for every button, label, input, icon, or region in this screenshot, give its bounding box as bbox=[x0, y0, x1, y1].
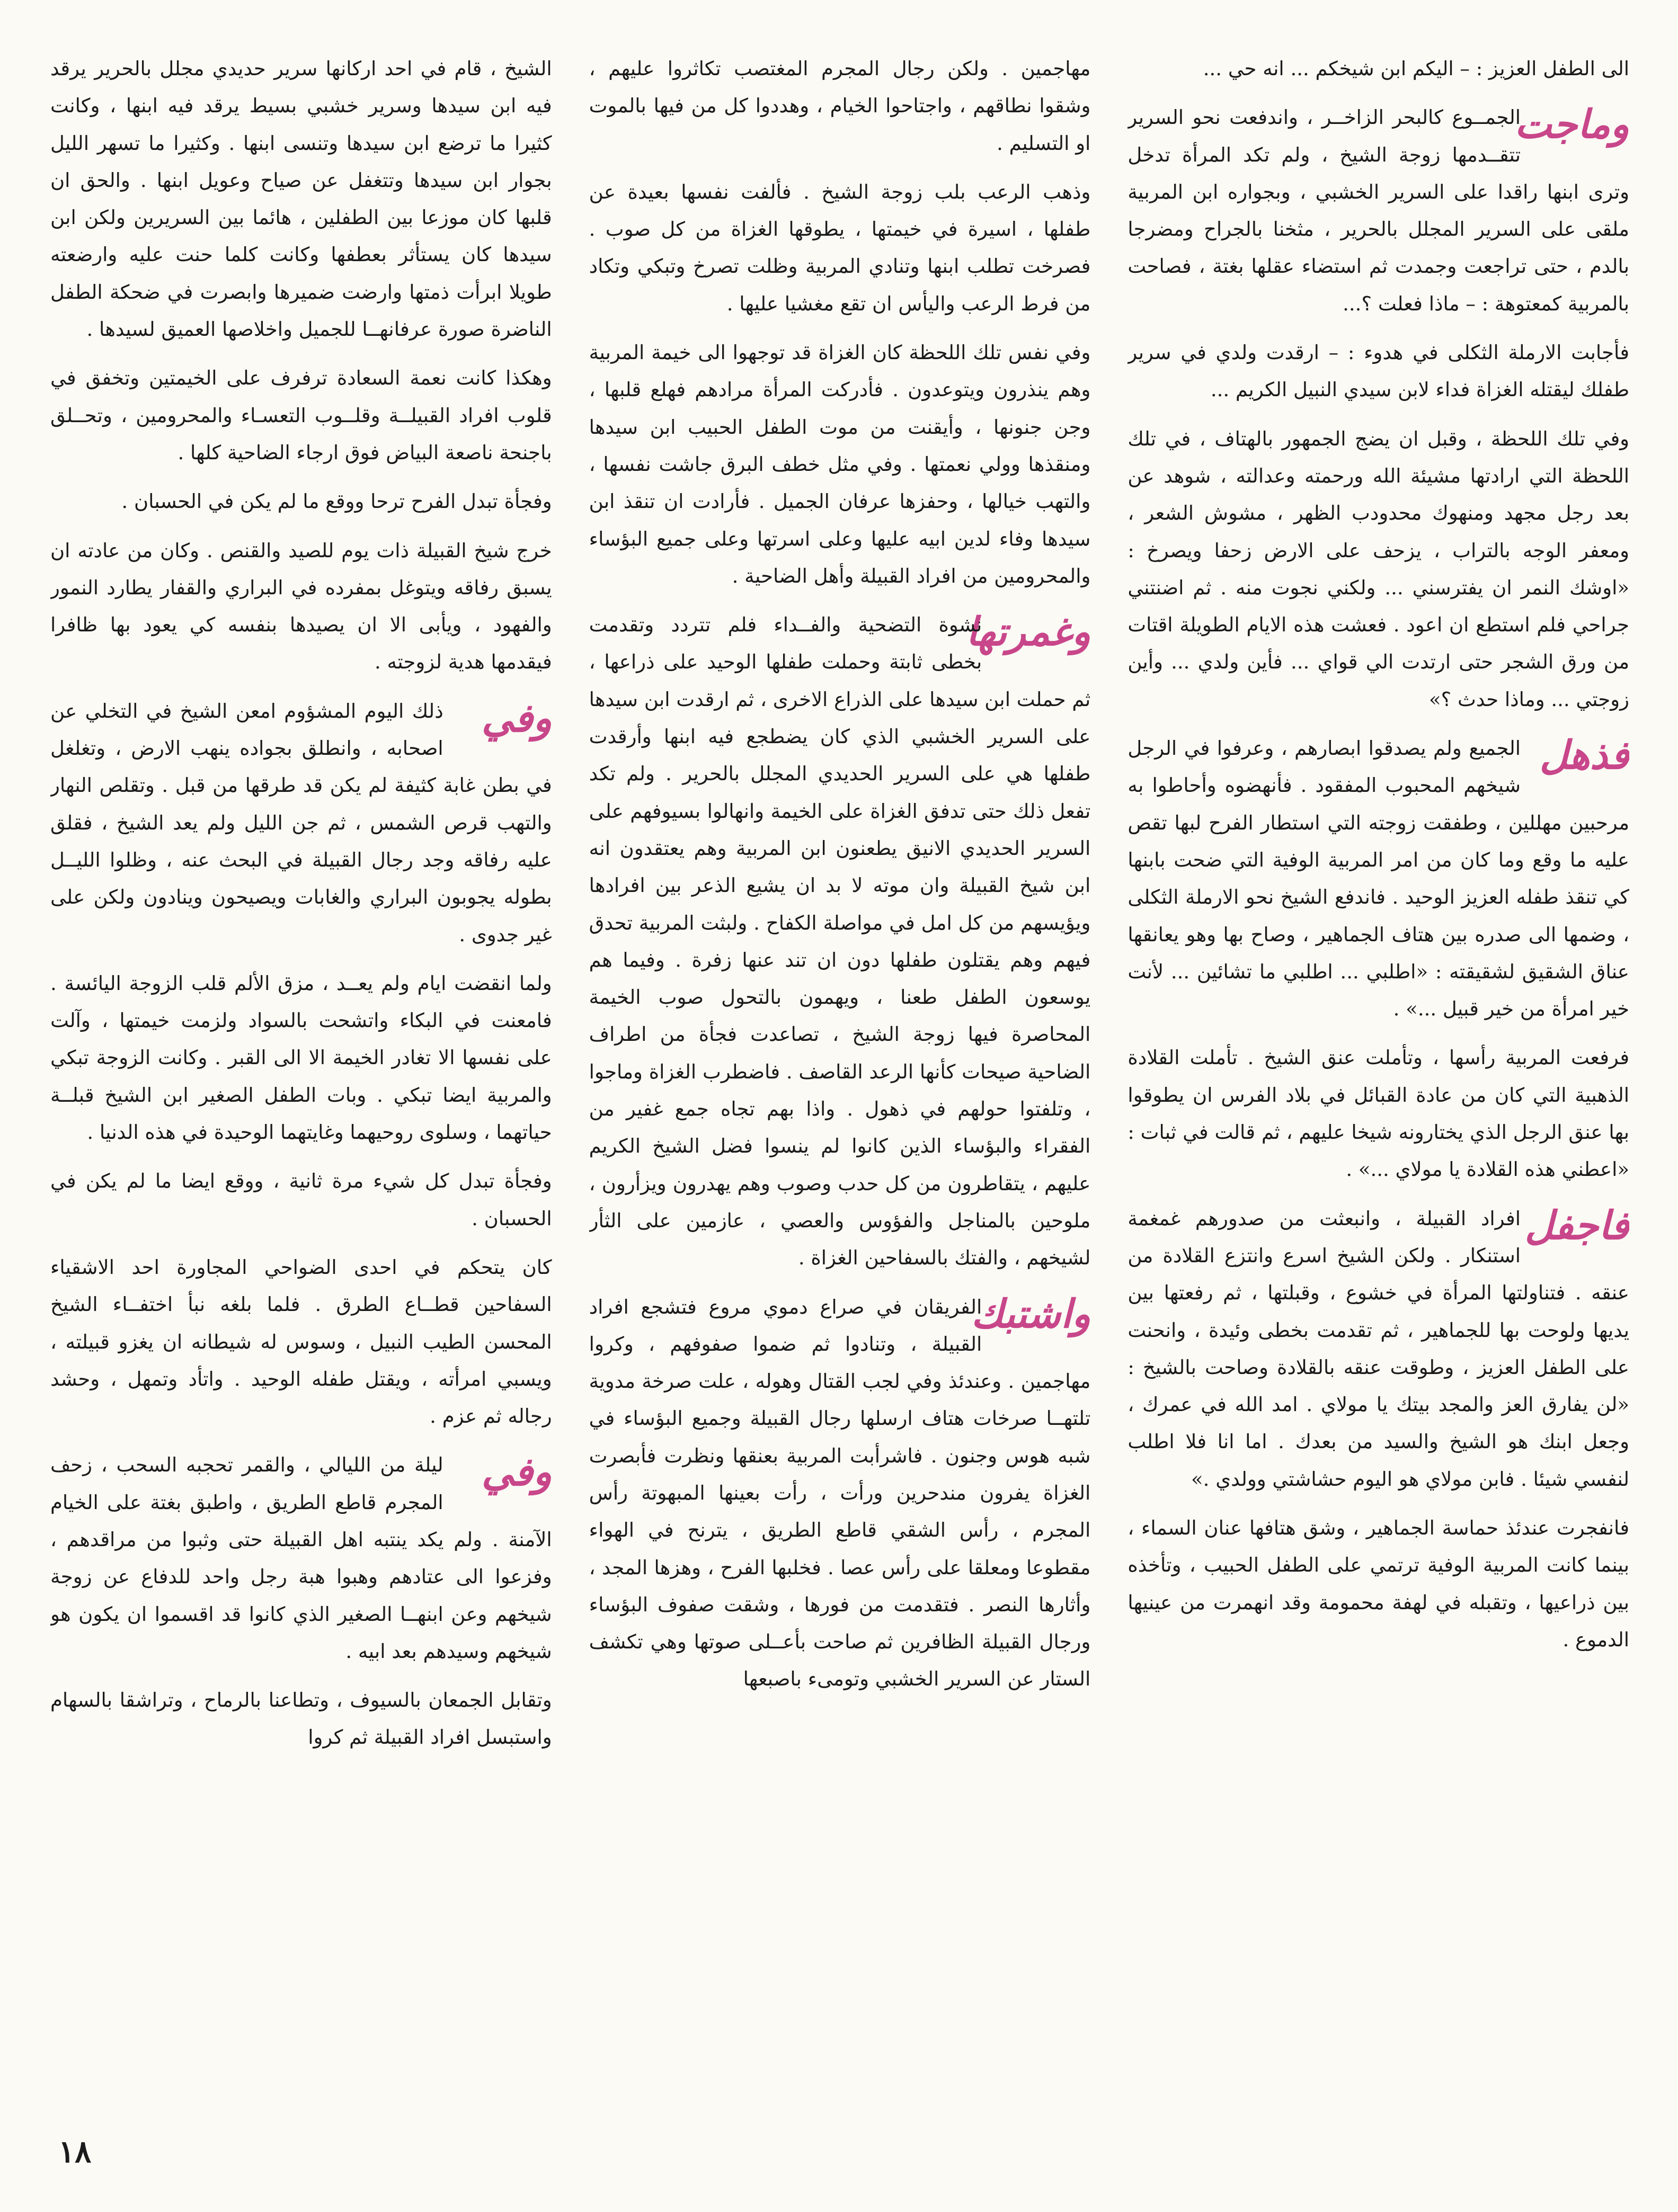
paragraph: وهكذا كانت نعمة السعادة ترفرف على الخيمتين وتخفق في قلوب افراد القبيلــة وقلــوب التعسـاء والمحرومين ، وتحــلق باجنحة ناصعة البياض فوق ارجاء الضاحية كلها . bbox=[50, 367, 552, 464]
paragraph: وفجأة تبدل الفرح ترحا ووقع ما لم يكن في الحسبان . bbox=[121, 490, 552, 513]
section-with-drop-word bbox=[1127, 1200, 1629, 1498]
paragraph: وفجأة تبدل كل شيء مرة ثانية ، ووقع ايضا ما لم يكن في الحسبان . bbox=[50, 1170, 552, 1230]
paragraph: فانفجرت عندئذ حماسة الجماهير ، وشق هتافها عنان السماء ، بينما كانت المربية الوفية ترتمي على الطفل الحبيب ، وتأخذه بين ذراعيها ، وتقبله في لهفة محمومة وقد انهمرت من عينيها الدموع . bbox=[1127, 1516, 1630, 1651]
paragraph: ذلك اليوم المشؤوم امعن الشيخ في التخلي عن اصحابه ، وانطلق بجواده ينهب الارض ، وتغلغل في بطن غابة كثيفة لم يكن قد طرقها من قبل . وتقلص النهار والتهب قرص الشمس ، ثم جن الليل ولم يعد الشيخ ، فقلق عليه رفاقه وجد رجال القبيلة في البحث عنه ، وظلوا الليــل بطوله يجوبون البراري والغابات ويصيحون وينادون ولكن على غير جدوى . bbox=[50, 699, 552, 946]
paragraph: خرج شيخ القبيلة ذات يوم للصيد والقنص . وكان من عادته ان يسبق رفاقه ويتوغل بمفرده في البراري والقفار يطارد النمور والفهود ، ويأبى الا ان يصيدها بنفسه كي يعود بها ظافرا فيقدمها هدية لزوجته . bbox=[50, 539, 552, 674]
paragraph: كان يتحكم في احدى الضواحي المجاورة احد الاشقياء السفاحين قطــاع الطرق . فلما بلغه نبأ اختفــاء الشيخ المحسن الطيب النبيل ، وسوس له شيطانه ان يغزو قبيلته ، ويسبي امرأته ، ويقتل طفله الوحيد . واتأد وتمهل ، وحشد رجاله ثم عزم . bbox=[50, 1255, 552, 1428]
paragraph: افراد القبيلة ، وانبعثت من صدورهم غمغمة استنكار . ولكن الشيخ اسرع وانتزع القلادة من عنقه . فتناولتها المرأة في خشوع ، وقبلتها ، ثم رفعتها بين يديها ولوحت بها للجماهير ، ثم تقدمت بخطى وئيدة ، وانحنت على الطفل العزيز ، وطوقت عنقه بالقلادة وصاحت بالشيخ : «لن يفارق العز والمجد بيتك يا مولاي . امد الله في عمرك ، وجعل ابنك هو الشيخ والسيد من بعدك . اما انا فلا اطلب لنفسي شيئا . فابن مولاي هو اليوم حشاشتي وولدي .» bbox=[1127, 1207, 1630, 1491]
section-with-drop-word bbox=[589, 606, 1091, 1277]
paragraph: وتقابل الجمعان بالسيوف ، وتطاعنا بالرماح ، وتراشقا بالسهام واستبسل افراد القبيلة ثم كروا bbox=[50, 1689, 552, 1749]
section-with-drop-word bbox=[50, 693, 552, 953]
section-with-drop-word bbox=[1127, 99, 1629, 323]
paragraph: الجمــوع كالبحر الزاخــر ، واندفعت نحو السرير تتقــدمها زوجة الشيخ ، ولم تكد المرأة تدخل وترى ابنها راقدا على السرير الخشبي ، وبجواره ابن المربية ملقى على السرير المجلل بالحرير ، مثخنا بالجراح ومضرجا بالدم ، حتى تراجعت وجمدت ثم استضاء عقلها بغتة ، فصاحت بالمربية كمعتوهة : – ماذا فعلت ؟... bbox=[1127, 106, 1630, 315]
column-middle bbox=[589, 50, 1091, 2090]
section-with-drop-word bbox=[1127, 730, 1629, 1028]
paragraph: وفي تلك اللحظة ، وقبل ان يضج الجمهور بالهتاف ، في تلك اللحظة التي ارادتها مشيئة الله ورحمته وعدالته ، شوهد عن بعد رجل مجهد ومنهوك محدودب الظهر ، مشوش الشعر ، ومعفر الوجه بالتراب ، يزحف على الارض زحفا ويصرخ : «اوشك النمر ان يفترسني ... ولكني نجوت منه . ثم اضنتني جراحي فلم استطع ان اعود . فعشت هذه الايام الطويلة اقتات من ورق الشجر حتى ارتدت الي قواي ... فأين ولدي ... وأين زوجتي ... وماذا حدث ؟» bbox=[1127, 427, 1630, 711]
paragraph: وذهب الرعب بلب زوجة الشيخ . فألفت نفسها بعيدة عن طفلها ، اسيرة في خيمتها ، يطوقها الغزاة من كل صوب . فصرخت تطلب ابنها وتنادي المربية وظلت تصرخ وتبكي وتكاد من فرط الرعب واليأس ان تقع مغشيا عليها . bbox=[589, 180, 1091, 315]
decorative-drop-word: وفي bbox=[481, 1449, 552, 1495]
paragraph: وفي نفس تلك اللحظة كان الغزاة قد توجهوا الى خيمة المربية وهم ينذرون ويتوعدون . فأدركت المرأة مرادهم فهلع قلبها ، وجن جنونها ، وأيقنت من موت الطفل الحبيب ابن سيدها ومنقذها وولي نعمتها . وفي مثل خطف البرق جاشت نفسها ، والتهب خيالها ، وحفزها عرفان الجميل . فأرادت ان تنقذ ابن سيدها وفاء لدين ابيه عليها وعلى اسرتها وعلى جميع البؤساء والمحرومين من افراد القبيلة وأهل الضاحية . bbox=[589, 341, 1091, 587]
paragraph: فأجابت الارملة الثكلى في هدوء : – ارقدت ولدي في سرير طفلك ليقتله الغزاة فداء لابن سيدي النبيل الكريم ... bbox=[1127, 341, 1630, 402]
paragraph: الفريقان في صراع دموي مروع فتشجع افراد القبيلة ، وتنادوا ثم ضموا صفوفهم ، وكروا مهاجمين . وعندئذ وفي لجب القتال وهوله ، علت صرخة مدوية تلتهــا صرخات هتاف ارسلها رجال القبيلة وجميع البؤساء في شبه هوس وجنون . فاشرأبت المربية بعنقها ونظرت فأبصرت الغزاة يفرون مندحرين ورأت ، رأت بعينها المبهوتة رأس المجرم ، رأس الشقي قاطع الطريق ، يترنح في الهواء مقطوعا ومعلقا على رأس عصا . فخلبها الفرح ، وهزها المجد ، وأثارها النصر . فتقدمت من فورها ، وشقت صفوف البؤساء ورجال القبيلة الظافرين ثم صاحت بأعــلى صوتها وهي تكشف الستار عن السرير الخشبي وتومىء باصبعها bbox=[589, 1295, 1091, 1691]
paragraph: ولما انقضت ايام ولم يعــد ، مزق الألم قلب الزوجة اليائسة . فامعنت في البكاء واتشحت بالسواد ولزمت خيمتها ، وآلت على نفسها الا تغادر الخيمة الا الى القبر . وكانت الزوجة تبكي والمربية ايضا تبكي . وبات الطفل الصغير ابن الشيخ قبلــة حياتهما ، وسلوى روحيهما وغايتهما الوحيدة في هذه الدنيا . bbox=[50, 971, 552, 1144]
paragraph: فرفعت المربية رأسها ، وتأملت عنق الشيخ . تأملت القلادة الذهبية التي كان من عادة القبائل في بلاد الفرس ان يطوقوا بها عنق الرجل الذي يختارونه شيخا عليهم ، ثم قالت في ثبات : «اعطني هذه القلادة يا مولاي ...» . bbox=[1127, 1046, 1630, 1181]
column-left bbox=[1127, 50, 1629, 2090]
page-number: ١٨ bbox=[58, 2134, 92, 2170]
paragraph: ليلة من الليالي ، والقمر تحجبه السحب ، زحف المجرم قاطع الطريق ، واطبق بغتة على الخيام الآمنة . ولم يكد ينتبه اهل القبيلة حتى وثبوا من مراقدهم ، وفزعوا الى عتادهم وهبوا هبة رجل واحد للدفاع عن زوجة شيخهم وعن ابنهــا الصغير الذي كانوا قد اقسموا ان يكون هو شيخهم وسيدهم بعد ابيه . bbox=[50, 1453, 552, 1663]
decorative-drop-word: وغمرتها bbox=[966, 609, 1091, 655]
decorative-drop-word: وماجت bbox=[1514, 102, 1630, 148]
section-with-drop-word bbox=[589, 1289, 1091, 1698]
decorative-drop-word: وفي bbox=[481, 695, 552, 741]
paragraph: الجميع ولم يصدقوا ابصارهم ، وعرفوا في الرجل شيخهم المحبوب المفقود . فأنهضوه وأحاطوا به مرحبين مهللين ، وطفقت زوجته التي استطار الفرح لبها تقص عليه ما وقع وما كان من امر المربية الوفية التي ضحت بابنها كي تنقذ طفله العزيز الوحيد . فاندفع الشيخ نحو الارملة الثكلى ، وضمها الى صدره بين هتاف الجماهير ، وصاح بها وهو يعانقها عناق الشقيق لشقيقته : «اطلبي ... اطلبي ما تشائين ... لأنت خير امرأة من خير قبيل ...» . bbox=[1127, 737, 1630, 1021]
paragraph: الى الطفل العزيز : – اليكم ابن شيخكم ... انه حي ... bbox=[1203, 57, 1630, 80]
paragraph: مهاجمين . ولكن رجال المجرم المغتصب تكاثروا عليهم ، وشقوا نطاقهم ، واجتاحوا الخيام ، وهددوا كل من فيها بالموت او التسليم . bbox=[589, 57, 1091, 155]
text-columns bbox=[50, 50, 1629, 2090]
decorative-drop-word: واشتبك bbox=[971, 1291, 1091, 1337]
paragraph: الشيخ ، قام في احد اركانها سرير حديدي مجلل بالحرير يرقد فيه ابن سيدها وسرير خشبي بسيط يرقد فيه ابنها ، وكانت كثيرا ما ترضع ابن سيدها وتنسى ابنها . وكثيرا ما تسهر الليل بجوار ابن سيدها وتتغفل عن صياح وعويل ابنها . والحق ان قلبها كان موزعا بين الطفلين ، هائما بين السريرين ولكن ابن سيدها كان يستأثر بعطفها وكانت كلما حنت عليه وارضعته طويلا ابرأت ذمتها وارضت ضميرها وابصرت في ضحكة الطفل الناضرة صورة عرفانهــا للجميل واخلاصها العميق لسيدها . bbox=[50, 57, 552, 341]
decorative-drop-word: فاجفل bbox=[1524, 1202, 1630, 1248]
column-right bbox=[50, 50, 552, 2090]
paragraph: نشوة التضحية والفــداء فلم تتردد وتقدمت بخطى ثابتة وحملت طفلها الوحيد على ذراعها ، ثم حملت ابن سيدها على الذراع الاخرى ، ثم ارقدت ابن سيدها على السرير الخشبي الذي كان يضطجع فيه ابنها وأرقدت طفلها هي على السرير الحديدي المجلل بالحرير . ولم تكد تفعل ذلك حتى تدفق الغزاة على الخيمة وانهالوا بسيوفهم على السرير الحديدي الانيق يطعنون ابن المربية وهم يعتقدون انه ابن شيخ القبيلة وان موته لا بد ان يشيع الذعر بين افرادها ويؤيسهم من كل امل في مواصلة الكفاح . ولبثت المربية تحدق فيهم وهم يقتلون طفلها دون ان تند عنها زفرة . وفيما هم يوسعون الطفل طعنا ، ويهمون بالتحول صوب الخيمة المحاصرة فيها زوجة الشيخ ، تصاعدت فجأة من اطراف الضاحية صيحات كأنها الرعد القاصف . فاضطرب الغزاة وماجوا ، وتلفتوا حولهم في ذهول . واذا بهم تجاه جمع غفير من الفقراء والبؤساء الذين كانوا لم ينسوا فضل الشيخ الكريم عليهم ، يتقاطرون من كل حدب وصوب وهم يهدرون ويزأرون ، ملوحين بالمناجل والفؤوس والعصي ، عازمين على الثأر لشيخهم ، والفتك بالسفاحين الغزاة . bbox=[589, 613, 1091, 1270]
section-with-drop-word bbox=[50, 1447, 552, 1670]
decorative-drop-word: فذهل bbox=[1539, 733, 1630, 779]
